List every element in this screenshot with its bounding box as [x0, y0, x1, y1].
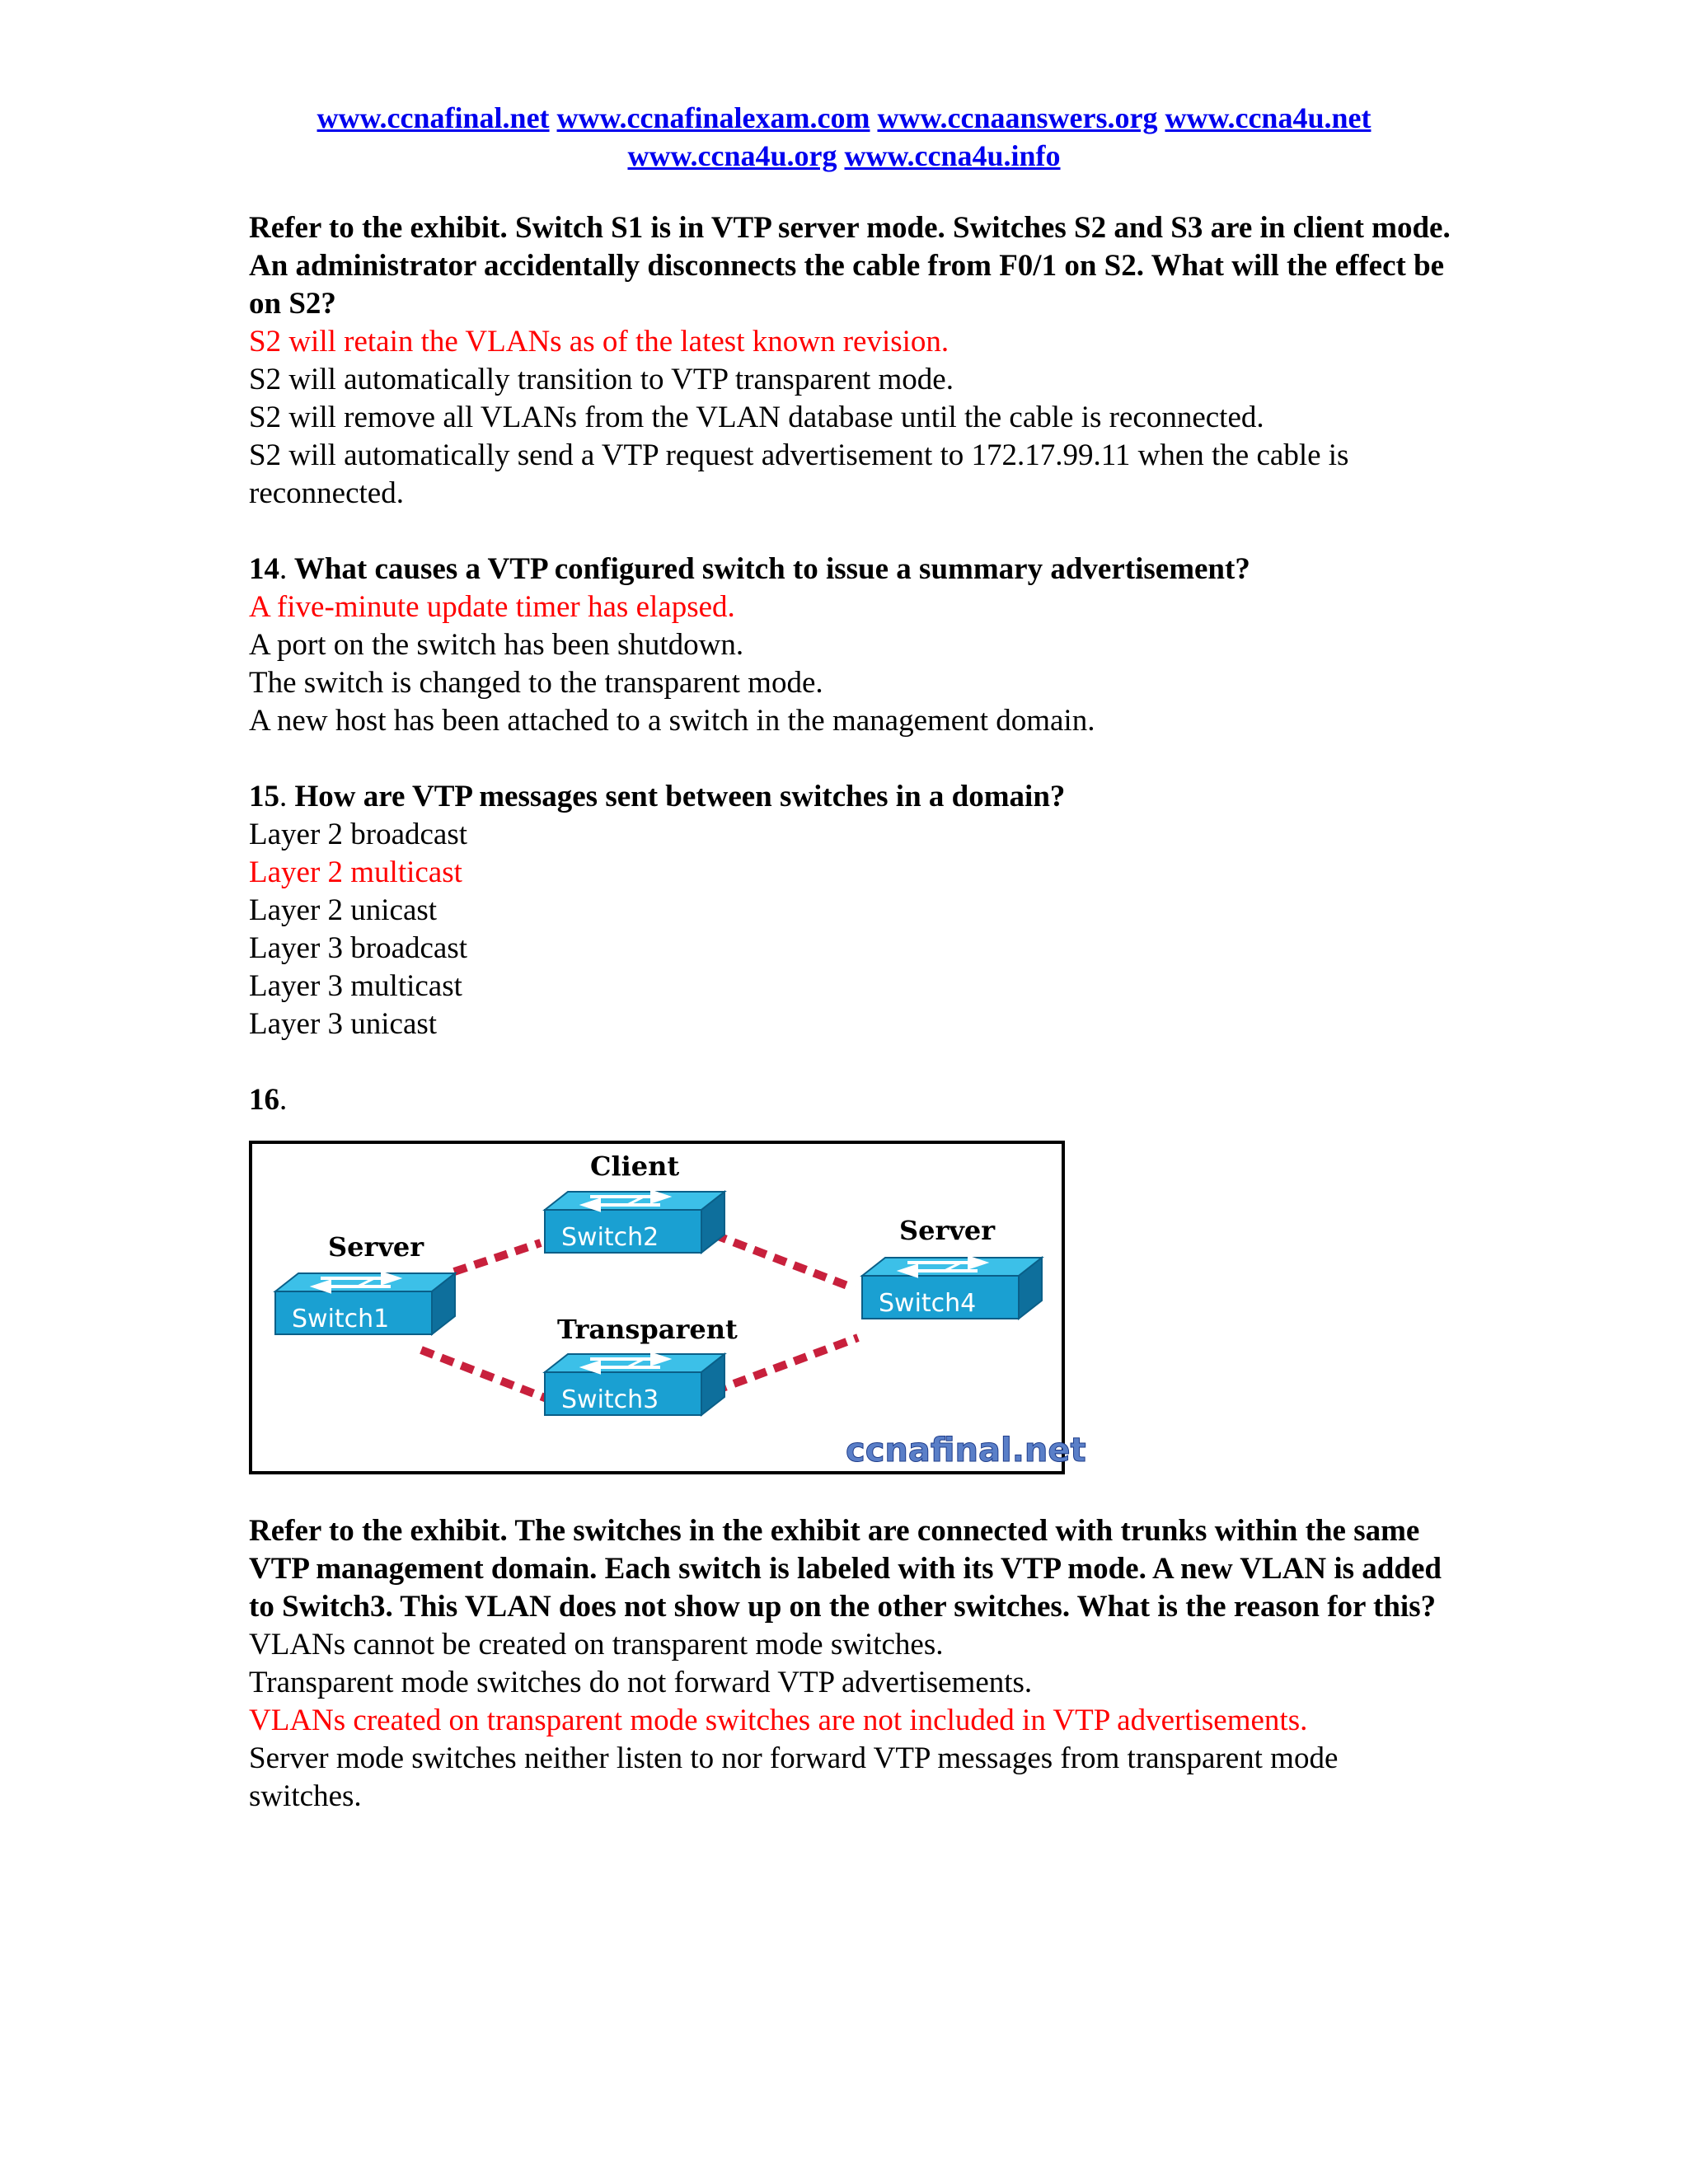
question-13	[249, 209, 1452, 513]
option: Layer 2 unicast	[249, 893, 438, 927]
network-diagram	[252, 1144, 1086, 1471]
link-switch1-switch2	[454, 1243, 541, 1272]
link-switch2-switch4	[714, 1235, 854, 1288]
option: Layer 3 unicast	[249, 1007, 438, 1041]
option: A new host has been attached to a switch in the management domain.	[249, 704, 1095, 738]
option-correct: S2 will retain the VLANs as of the latest known revision.	[249, 325, 950, 359]
link-ccnafinal-net[interactable]: www.ccnafinal.net	[316, 101, 550, 134]
question-text: Refer to the exhibit. The switches in the exhibit are connected with trunks within the same VTP management domain. Each switch is labeled with its VTP mode. A new VLAN is added to Switch3. This VLAN does not show up on the other switches. What is the reason for this?	[249, 1514, 1442, 1624]
option: Server mode switches neither listen to nor forward VTP messages from transparent mode switches.	[249, 1741, 1339, 1813]
option: Layer 3 multicast	[249, 969, 462, 1003]
option: VLANs cannot be created on transparent mode switches.	[249, 1628, 944, 1661]
option: A port on the switch has been shutdown.	[249, 628, 744, 662]
question-text: Refer to the exhibit. Switch S1 is in VTP server mode. Switches S2 and S3 are in client mode. An administrator accidentally disconnects the cable from F0/1 on S2. What will the effect be on S2?	[249, 211, 1451, 321]
question-text: 14. What causes a VTP configured switch to issue a summary advertisement?	[249, 552, 1250, 586]
watermark-text: ccnafinal.net	[846, 1432, 1086, 1469]
question-body: What causes a VTP configured switch to issue a summary advertisement?	[293, 552, 1250, 586]
document-body	[249, 209, 1452, 1816]
question-14	[249, 551, 1452, 740]
option: Transparent mode switches do not forward VTP advertisements.	[249, 1666, 1033, 1699]
option: Layer 2 broadcast	[249, 818, 468, 851]
link-switch1-switch3	[421, 1350, 549, 1399]
option: Layer 3 broadcast	[249, 931, 468, 965]
mode-label-transparent: Transparent	[557, 1314, 738, 1345]
option: S2 will remove all VLANs from the VLAN database until the cable is reconnected.	[249, 401, 1264, 434]
header-links	[0, 99, 1688, 175]
option: S2 will automatically transition to VTP transparent mode.	[249, 363, 954, 396]
switch4	[862, 1258, 1042, 1319]
switch-label: Switch2	[561, 1223, 659, 1252]
switch2	[545, 1192, 724, 1253]
question-15	[249, 778, 1452, 1043]
switch-label: Switch3	[561, 1385, 659, 1414]
switch3	[545, 1354, 724, 1415]
question-text: 15. How are VTP messages sent between switches in a domain?	[249, 780, 1066, 813]
link-ccnaanswers-org[interactable]: www.ccnaanswers.org	[877, 101, 1158, 134]
question-number: 16	[249, 1083, 279, 1117]
mode-label-client: Client	[590, 1151, 680, 1182]
option: S2 will automatically send a VTP request advertisement to 172.17.99.11 when the cable is reconnected.	[249, 438, 1349, 510]
option-correct: A five-minute update timer has elapsed.	[249, 590, 735, 624]
link-switch3-switch4	[714, 1338, 858, 1391]
mode-label-server-1: Server	[328, 1231, 424, 1263]
link-ccna4u-org[interactable]: www.ccna4u.org	[627, 139, 837, 172]
question-number-line: 16.	[249, 1083, 288, 1117]
switch-label: Switch1	[292, 1305, 390, 1333]
question-number: 14	[249, 552, 279, 586]
option-correct: VLANs created on transparent mode switches are not included in VTP advertisements.	[249, 1704, 1308, 1737]
link-ccnafinalexam-com[interactable]: www.ccnafinalexam.com	[556, 101, 870, 134]
link-ccna4u-info[interactable]: www.ccna4u.info	[844, 139, 1061, 172]
link-ccna4u-net[interactable]: www.ccna4u.net	[1165, 101, 1372, 134]
option-correct: Layer 2 multicast	[249, 855, 462, 889]
question-16	[249, 1081, 1452, 1816]
switch-label: Switch4	[879, 1289, 977, 1318]
switch1	[275, 1273, 455, 1334]
option: The switch is changed to the transparent mode.	[249, 666, 823, 700]
question-number: 15	[249, 780, 279, 813]
question-body: How are VTP messages sent between switches in a domain?	[294, 780, 1066, 813]
mode-label-server-4: Server	[899, 1215, 996, 1246]
exhibit-diagram	[249, 1141, 1086, 1474]
